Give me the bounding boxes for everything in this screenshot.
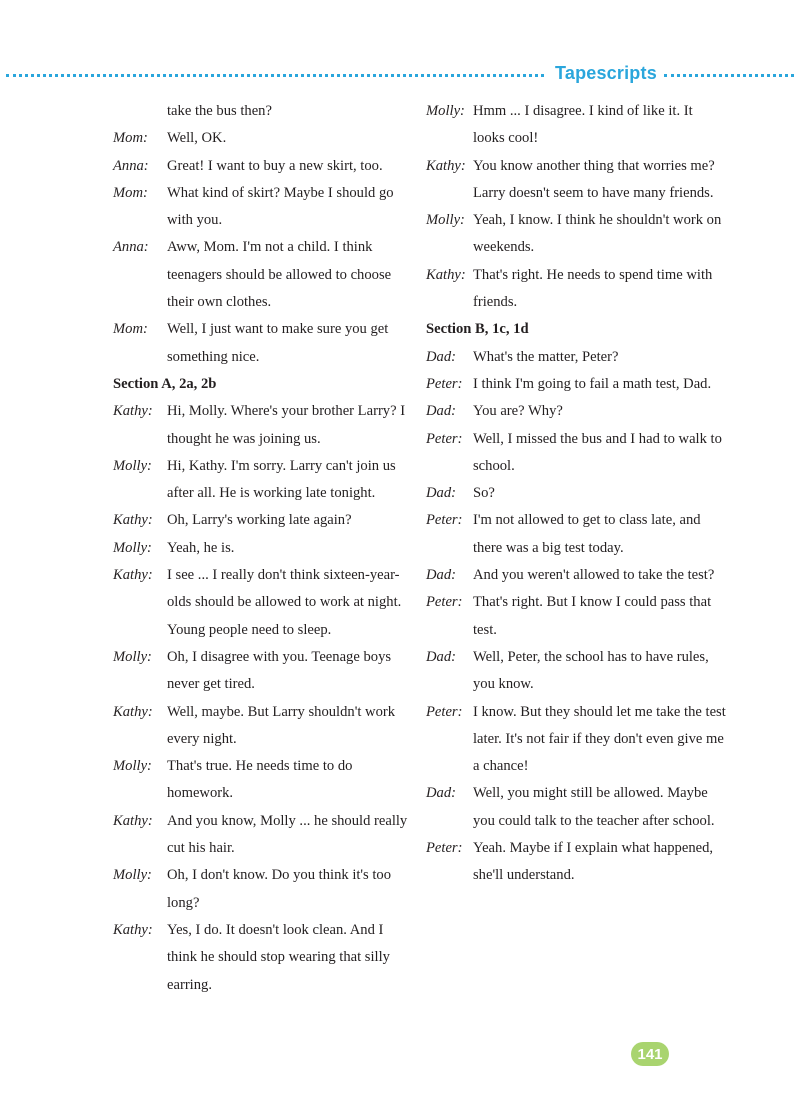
speech-text: I know. But they should let me take the test later. It's not fair if they don't even give me a chance! [473, 703, 726, 775]
speech-text: take the bus then? [167, 103, 272, 119]
dialogue-line [426, 98, 726, 153]
speaker-name: Molly: [426, 103, 465, 119]
dialogue-line [426, 562, 726, 589]
dialogue-line [113, 562, 413, 644]
dialogue-line [426, 426, 726, 481]
dialogue-line [426, 507, 726, 562]
dialogue-line [113, 398, 413, 453]
dialogue-line [113, 316, 413, 371]
speech-text: Well, Peter, the school has to have rules, you know. [473, 648, 709, 693]
speaker-name: Kathy: [113, 812, 153, 829]
speech-text: Great! I want to buy a new skirt, too. [167, 157, 383, 174]
dialogue-line [113, 180, 413, 235]
speech-text: Yeah. Maybe if I explain what happened, she'll understand. [473, 840, 714, 884]
section-heading: Section A, 2a, 2b [113, 375, 217, 392]
dialogue-line [113, 699, 413, 754]
speaker-name: Kathy: [113, 567, 153, 584]
dialogue-line [426, 371, 726, 398]
dialogue-line [113, 125, 413, 152]
dialogue-line [113, 453, 413, 508]
speaker-name: Peter: [426, 594, 463, 611]
speaker-name: Mom: [113, 130, 148, 147]
speech-text: Well, maybe. But Larry shouldn't work every night. [167, 703, 396, 747]
speaker-name: Kathy: [113, 921, 153, 938]
dialogue-line [426, 644, 726, 699]
speech-text: That's true. He needs time to do homework. [167, 758, 353, 802]
dialogue-line [113, 234, 413, 316]
continued-line [113, 98, 413, 125]
speech-text: And you know, Molly ... he should really cut his hair. [167, 812, 408, 857]
speaker-name: Molly: [113, 457, 152, 474]
dialogue-line [113, 862, 413, 917]
speech-text: Hi, Kathy. I'm sorry. Larry can't join us after all. He is working late tonight. [167, 457, 396, 502]
speech-text: Well, I missed the bus and I had to walk to school. [473, 430, 722, 474]
speech-text: Yes, I do. It doesn't look clean. And I think he should stop wearing that silly earring. [167, 921, 390, 993]
dialogue-line [113, 917, 413, 999]
speaker-name: Kathy: [113, 703, 153, 720]
speaker-name: Anna: [113, 157, 149, 174]
speaker-name: Peter: [426, 375, 463, 392]
speech-text: Aww, Mom. I'm not a child. I think teenagers should be allowed to choose their own clothes. [167, 239, 392, 311]
dialogue-line [426, 262, 726, 317]
speech-text: Hi, Molly. Where's your brother Larry? I thought he was joining us. [167, 403, 406, 447]
speech-text: What's the matter, Peter? [473, 348, 619, 365]
speaker-name: Kathy: [113, 403, 153, 420]
dialogue-line [426, 153, 726, 208]
page-number: 141 [637, 1045, 663, 1063]
page-number-badge [631, 1042, 669, 1066]
right-column [426, 98, 726, 890]
page-header [0, 62, 800, 90]
speech-text: I see ... I really don't think sixteen-year-olds should be allowed to work at night. Young people need to sleep. [167, 567, 402, 638]
speaker-name: Peter: [426, 840, 463, 857]
speech-text: I'm not allowed to get to class late, and there was a big test today. [473, 512, 701, 556]
dialogue-block [113, 125, 413, 371]
dialogue-block [113, 398, 413, 999]
speaker-name: Dad: [426, 785, 456, 802]
speaker-name: Molly: [113, 648, 152, 665]
dialogue-line [426, 589, 726, 644]
header-dotted-rule-right [664, 74, 794, 77]
speaker-name: Molly: [113, 539, 152, 556]
speech-text: Well, I just want to make sure you get something nice. [167, 321, 389, 365]
dialogue-line [426, 480, 726, 507]
speaker-name: Kathy: [426, 157, 466, 174]
dialogue-line [113, 644, 413, 699]
speaker-name: Mom: [113, 184, 148, 201]
dialogue-line [426, 780, 726, 835]
speaker-name: Dad: [426, 348, 456, 365]
dialogue-line [113, 153, 413, 180]
speech-text: That's right. He needs to spend time with friends. [473, 266, 713, 311]
dialogue-block [426, 98, 726, 316]
speaker-name: Kathy: [113, 512, 153, 529]
speech-text: Yeah, he is. [167, 539, 235, 556]
speech-text: I think I'm going to fail a math test, Dad. [473, 375, 712, 392]
speaker-name: Dad: [426, 403, 456, 420]
speaker-name: Peter: [426, 703, 463, 720]
speech-text: So? [473, 485, 495, 502]
speaker-name: Dad: [426, 485, 456, 502]
speech-text: You are? Why? [473, 403, 563, 420]
dialogue-line [113, 808, 413, 863]
dialogue-block [426, 344, 726, 890]
speech-text: And you weren't allowed to take the test? [473, 567, 715, 584]
speech-text: You know another thing that worries me? Larry doesn't seem to have many friends. [473, 157, 715, 201]
speaker-name: Peter: [426, 512, 463, 529]
speaker-name: Peter: [426, 430, 463, 447]
speaker-name: Anna: [113, 239, 149, 256]
dialogue-line [113, 535, 413, 562]
speech-text: Oh, I don't know. Do you think it's too long? [167, 867, 392, 911]
header-title: Tapescripts [555, 63, 657, 83]
speaker-name: Molly: [113, 867, 152, 884]
dialogue-line [426, 344, 726, 371]
speech-text: That's right. But I know I could pass that test. [473, 594, 712, 638]
section-heading: Section B, 1c, 1d [426, 321, 529, 338]
speech-text: Hmm ... I disagree. I kind of like it. It looks cool! [473, 103, 693, 147]
speech-text: Yeah, I know. I think he shouldn't work on weekends. [473, 212, 722, 256]
dialogue-line [113, 753, 413, 808]
left-column [113, 98, 413, 999]
speaker-name: Dad: [426, 648, 456, 665]
speaker-name: Mom: [113, 321, 148, 338]
speech-text: Well, OK. [167, 130, 227, 147]
header-dotted-rule-left [6, 74, 544, 77]
dialogue-line [426, 699, 726, 781]
speaker-name: Molly: [426, 212, 465, 229]
dialogue-line [426, 207, 726, 262]
speech-text: Well, you might still be allowed. Maybe you could talk to the teacher after school. [473, 785, 715, 829]
speech-text: Oh, Larry's working late again? [167, 512, 352, 529]
dialogue-line [113, 507, 413, 534]
speaker-name: Dad: [426, 567, 456, 584]
speaker-name: Kathy: [426, 266, 466, 283]
speaker-name: Molly: [113, 758, 152, 775]
dialogue-line [426, 398, 726, 425]
speech-text: Oh, I disagree with you. Teenage boys never get tired. [167, 648, 392, 693]
dialogue-line [426, 835, 726, 890]
speech-text: What kind of skirt? Maybe I should go with you. [167, 184, 394, 229]
